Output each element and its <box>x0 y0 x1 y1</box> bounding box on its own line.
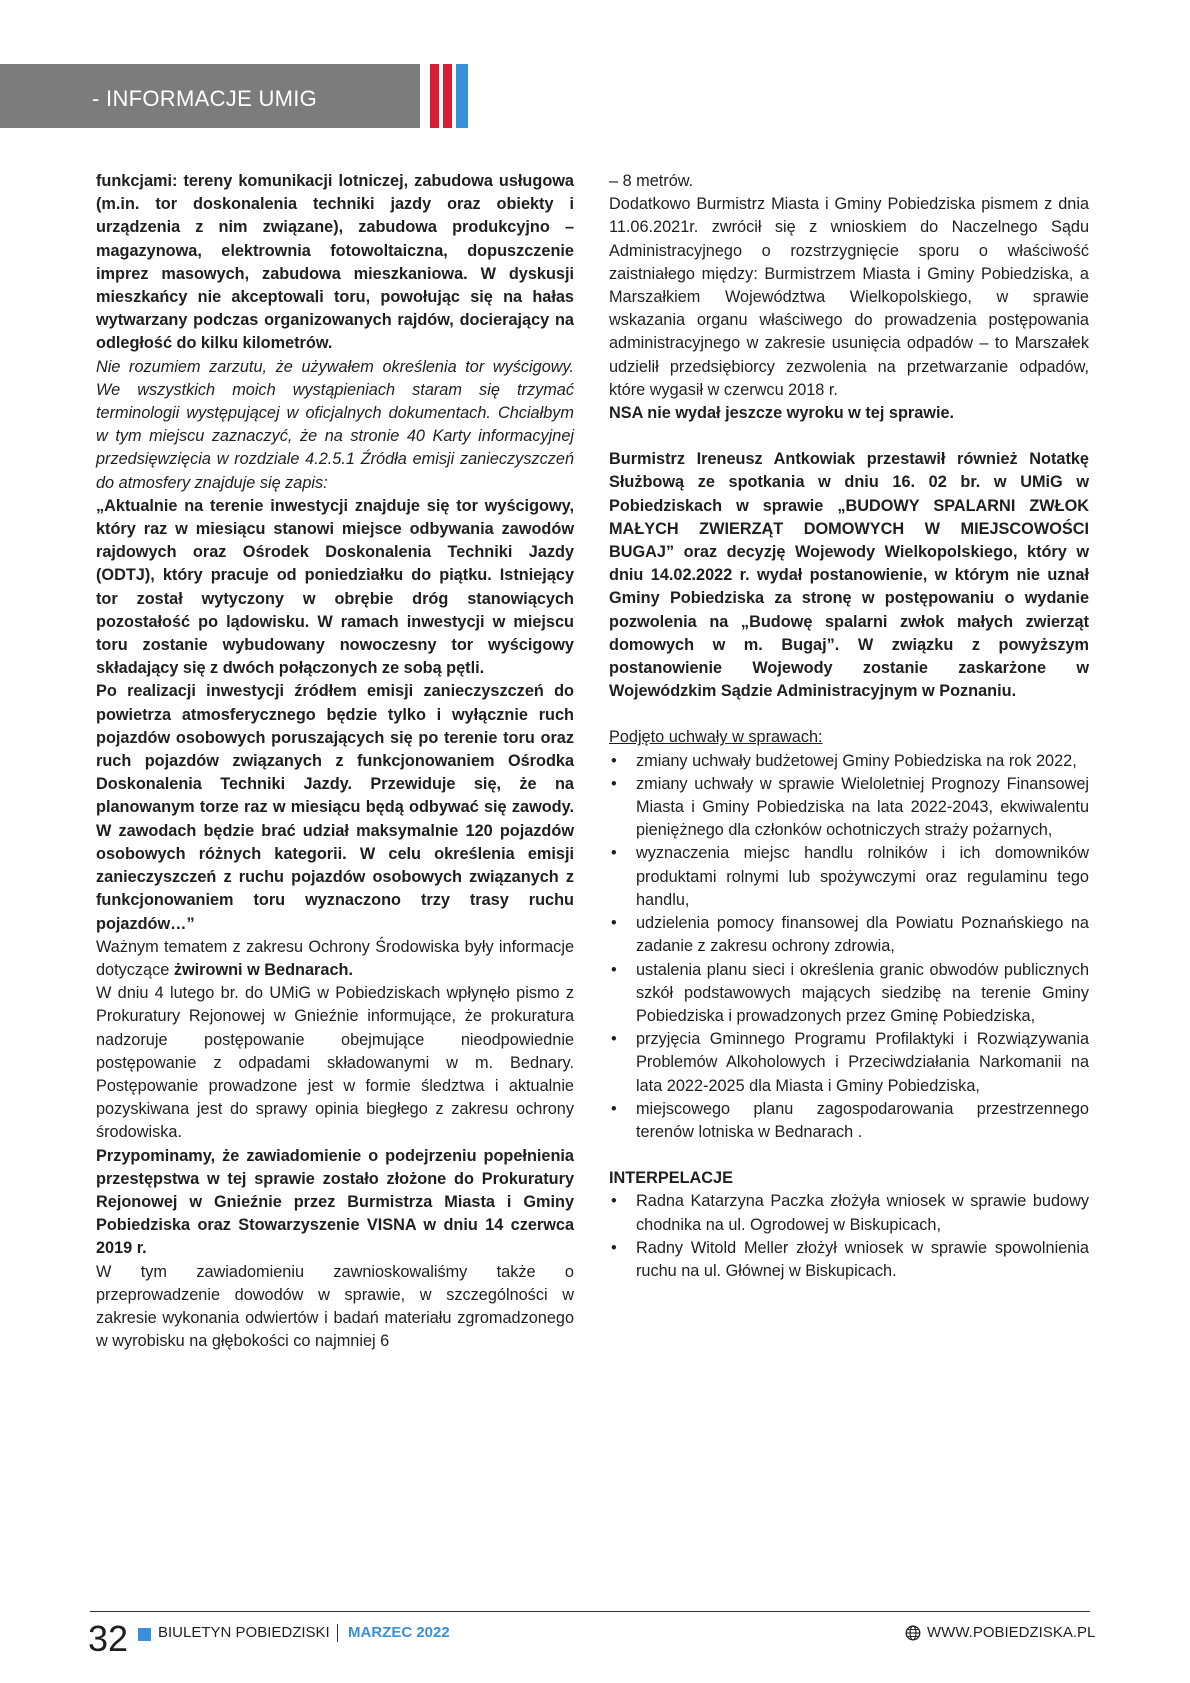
list-item: • przyjęcia Gminnego Programu Profilaktyki i Rozwiązywania Problemów Alkoholowych i Przeciwdziałania Narkomanii na lata 2022-2025 dla Miasta i Gminy Pobiedziska, <box>609 1028 1089 1098</box>
left-column <box>96 170 574 1353</box>
right-column <box>609 170 1089 1283</box>
resolutions-list <box>609 750 1089 1144</box>
spacer <box>609 425 1089 448</box>
paragraph: W dniu 4 lutego br. do UMiG w Pobiedziskach wpłynęło pismo z Prokuratury Rejonowej w Gnieźnie informujące, że prokuratura nadzoruje postępowanie obejmujące nieodpowiednie postępowanie z odpadami składowanymi w m. Bednary. Postępowanie prowadzone jest w formie śledztwa i aktualnie pozyskiwana jest do sprawy opinia biegłego z zakresu ochrony środowiska. <box>96 984 574 1142</box>
globe-icon <box>905 1625 921 1641</box>
interpellations-heading: INTERPELACJE <box>609 1169 733 1188</box>
list-item: • udzielenia pomocy finansowej dla Powiatu Poznańskiego na zadanie z zakresu ochrony zdrowia, <box>609 912 1089 958</box>
quote-paragraph: „Aktualnie na terenie inwestycji znajduje się tor wyścigowy, który raz w miesiącu stanowi miejsce odbywania zawodów rajdowych oraz Ośrodek Doskonalenia Techniki Jazdy (ODTJ), który pracuje od poniedziałku do piątku. Istniejący tor został wytyczony w obrębie dróg stanowiących pozostałość po lądowisku. W ramach inwestycji w miejscu toru zostanie wybudowany nowoczesny tor wyścigowy składający się z dwóch połączonych ze sobą pętli. <box>96 496 574 678</box>
website-link[interactable]: WWW.POBIEDZISKA.PL <box>927 1624 1096 1641</box>
list-item: • zmiany uchwały w sprawie Wieloletniej Prognozy Finansowej Miasta i Gminy Pobiedziska na lata 2022-2043, ekwiwalentu pieniężnego dla członków ochotniczych straży pożarnych, <box>609 773 1089 843</box>
paragraph-bold-text: żwirowni w Bednarach. <box>173 960 353 979</box>
header-red-stripe <box>443 64 452 128</box>
spacer <box>609 703 1089 726</box>
list-item: • ustalenia planu sieci i określenia granic obwodów publicznych szkół podstawowych mających siedzibę na terenie Gminy Pobiedziska i prowadzonych przez Gminę Pobiedziska, <box>609 959 1089 1029</box>
section-title: - INFORMACJE UMIG <box>92 86 318 111</box>
page-number: 32 <box>88 1618 129 1659</box>
quote-paragraph: Po realizacji inwestycji źródłem emisji zanieczyszczeń do powietrza atmosferycznego będzie tylko i wyłącznie ruch pojazdów osobowych poruszających się po terenie toru oraz ruch pojazdów związanych z funkcjonowaniem Ośrodka Doskonalenia Techniki Jazdy. Przewiduje się, że na planowanym torze raz w miesiącu będą odbywać się zawody. W zawodach będzie brać udział maksymalnie 120 pojazdów osobowych różnych kategorii. W celu określenia emisji zanieczyszczeń z ruchu pojazdów osobowych związanych z funkcjonowaniem toru wyznaczono trzy trasy ruchu pojazdów…” <box>96 682 574 933</box>
paragraph-bold: NSA nie wydał jeszcze wyroku w tej sprawie. <box>609 404 955 423</box>
header-red-stripe <box>430 64 439 128</box>
paragraph: W tym zawiadomieniu zawnioskowaliśmy także o przeprowadzenie dowodów w sprawie, w szczególności w zakresie wykonania odwiertów i badań materiału zgromadzonego w wyrobisku na głębokości co najmniej 6 <box>96 1262 574 1351</box>
issue-date: MARZEC 2022 <box>348 1624 450 1641</box>
footer-separator <box>337 1624 338 1642</box>
quote-intro: Nie rozumiem zarzutu, że używałem określenia tor wyścigowy. We wszystkich moich wystąpieniach staram się trzymać terminologii występującej w oficjalnych dokumentach. Chciałbym w tym miejscu zaznaczyć, że na stronie 40 Karty informacyjnej przedsięwzięcia w rozdziale 4.2.5.1 Źródła emisji zanieczyszczeń do atmosfery znajduje się zapis: <box>96 357 574 492</box>
list-item: • wyznaczenia miejsc handlu rolników i ich domowników produktami rolnymi lub spożywczymi oraz regulaminu tego handlu, <box>609 842 1089 912</box>
header-blue-stripe <box>456 64 468 128</box>
paragraph: Burmistrz Ireneusz Antkowiak przestawił również Notatkę Służbową ze spotkania w dniu 16. 02 br. w UMiG w Pobiedziskach w sprawie „BUDOWY SPALARNI ZWŁOK MAŁYCH ZWIERZĄT DOMOWYCH W MIEJSCOWOŚCI BUGAJ” oraz decyzję Wojewody Wielkopolskiego, który w dniu 14.02.2022 r. wydał postanowienie, w którym nie uznał Gminy Pobiedziska za stronę w postępowaniu o wydanie pozwolenia na „Budowę spalarni zwłok małych zwierząt domowych w m. Bugaj”. W związku z powyższym postanowienie Wojewody zostanie zaskarżone w Wojewódzkim Sądzie Administracyjnym w Poznaniu. <box>609 450 1089 701</box>
footer-accent-square <box>138 1628 151 1641</box>
list-item: • zmiany uchwały budżetowej Gminy Pobiedziska na rok 2022, <box>609 750 1089 773</box>
list-item: • Radna Katarzyna Paczka złożyła wniosek w sprawie budowy chodnika na ul. Ogrodowej w Biskupicach, <box>609 1190 1089 1236</box>
list-item: • Radny Witold Meller złożył wniosek w sprawie spowolnienia ruchu na ul. Głównej w Biskupicach. <box>609 1237 1089 1283</box>
paragraph: Przypominamy, że zawiadomienie o podejrzeniu popełnienia przestępstwa w tej sprawie zostało złożone do Prokuratury Rejonowej w Gnieźnie przez Burmistrza Miasta i Gminy Pobiedziska oraz Stowarzyszenie VISNA w dniu 14 czerwca 2019 r. <box>96 1146 574 1258</box>
spacer <box>609 1144 1089 1167</box>
list-item: • miejscowego planu zagospodarowania przestrzennego terenów lotniska w Bednarach . <box>609 1098 1089 1144</box>
paragraph: Dodatkowo Burmistrz Miasta i Gminy Pobiedziska pismem z dnia 11.06.2021r. zwrócił się z wnioskiem do Naczelnego Sądu Administracyjnego o rozstrzygnięcie sporu o właściwość zaistniałego między: Burmistrzem Miasta i Gminy Pobiedziska, a Marszałkiem Województwa Wielkopolskiego, w sprawie wskazania organu właściwego do prowadzenia postępowania administracyjnego w zakresie usunięcia odpadów – to Marszałek udzielił przedsiębiorcy zezwolenia na przetwarzanie odpadów, które wygasił w czerwcu 2018 r. <box>609 195 1089 399</box>
resolutions-heading: Podjęto uchwały w sprawach: <box>609 728 823 747</box>
publication-name: BIULETYN POBIEDZISKI <box>158 1624 330 1641</box>
footer-divider <box>90 1611 1090 1612</box>
paragraph: – 8 metrów. <box>609 172 694 190</box>
paragraph: funkcjami: tereny komunikacji lotniczej, zabudowa usługowa (m.in. tor doskonalenia techniki jazdy oraz obiekty i urządzenia z nim związane), zabudowa produkcyjno – magazynowa, elektrownia fotowoltaiczna, dopuszczenie imprez masowych, zabudowa mieszkaniowa. W dyskusji mieszkańcy nie akceptowali toru, powołując się na hałas wytwarzany podczas organizowanych rajdów, docierający na odległość do kilku kilometrów. <box>96 172 574 353</box>
paragraph-text: Ważnym tematem z zakresu Ochrony Środowiska były informacje dotyczące <box>96 937 574 979</box>
interpellations-list <box>609 1190 1089 1283</box>
paragraph <box>96 936 574 982</box>
